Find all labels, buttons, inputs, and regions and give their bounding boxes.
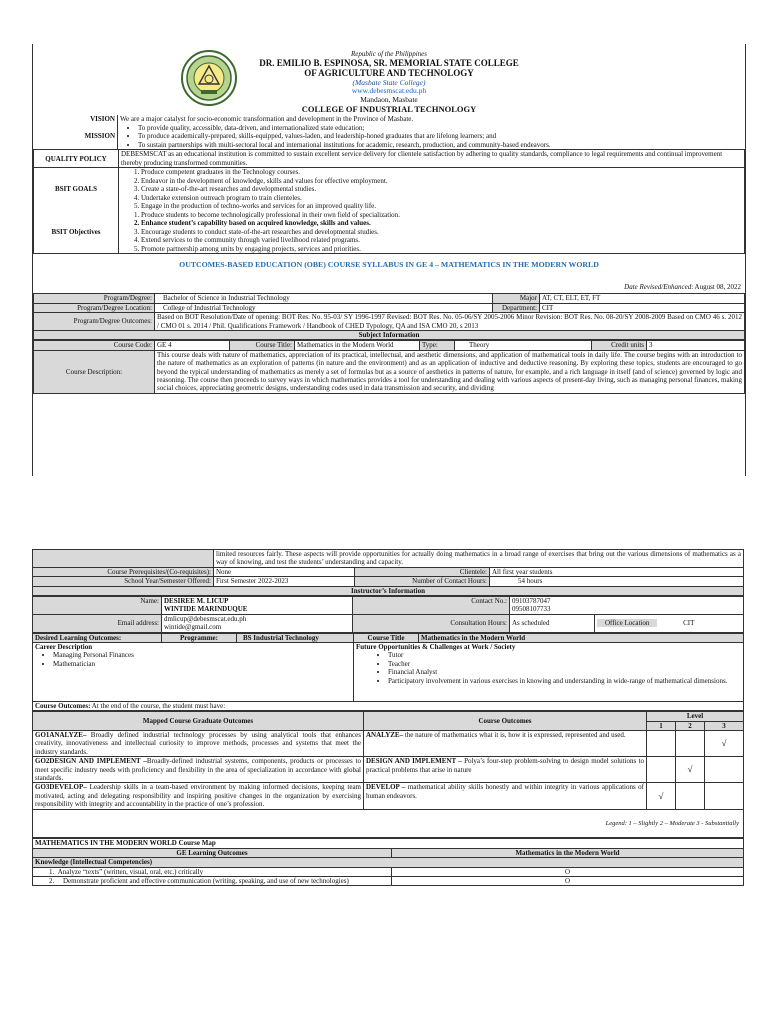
syllabus-page-2 [32,549,744,985]
mmw-header: Mathematics in the Modern World [392,848,744,857]
level-check: √ [647,783,676,809]
objective-item: 3. Encourage students to conduct state-of-the-art researches and developmental studies. [141,228,742,237]
goals-label: BSIT GOALS [34,168,119,211]
mapped-outcome-code: GO3DEVELOP– [35,783,87,792]
course-map-row [33,867,744,876]
college-alias: (Masbate State College) [352,77,426,87]
course-outcomes-header: Course Outcomes [364,712,647,731]
consultation-value: As scheduled [510,614,595,632]
college-name-line2: OF AGRICULTURE AND TECHNOLOGY [304,68,474,79]
course-desc-continued-table [32,549,744,596]
contact-number-2: 09508107733 [512,605,551,614]
course-map-title: MATHEMATICS IN THE MODERN WORLD Course Map [33,839,744,848]
syllabus-title: OUTCOMES-BASED EDUCATION (OBE) COURSE SYLLABUS IN GE 4 – MATHEMATICS IN THE MODERN WORLD [179,260,599,270]
goal-item: 1. Produce competent graduates in the Technology courses. [141,168,742,177]
mapped-outcome-text: Leadership skills in a team-based environment by making informed decisions, keeping team motivated, acting and delegating responsibility and inspiring positive changes in the organization by exercising responsibility with integrity and accountability in the practice of one’s profession. [35,783,361,809]
course-map-row [33,876,744,885]
contact-hours-label: Number of Contact Hours: [355,577,490,586]
objective-item: 2. Enhance student’s capability based on acquired knowledge, skills and values. [141,219,742,228]
instructor-name-2: WINTIDE MARINDUQUE [164,605,248,614]
course-map-num: 1. [49,867,55,876]
college-name-line1: DR. EMILIO B. ESPINOSA, SR. MEMORIAL STATE COLLEGE [259,58,519,69]
course-map-num: 2. [49,876,55,885]
outcome-row [33,783,744,809]
dlo-course-title-label: Course Title [354,633,419,642]
course-code-label: Course Code: [34,341,155,350]
units-value: 3 [647,341,745,350]
email-link-1[interactable]: dmlicup@debesmscat.edu.ph [164,614,247,623]
level-legend: Legend: 1 – Slightly 2 – Moderate 3 - Substantially [33,809,744,838]
knowledge-section-label: Knowledge (Intellectual Competencies) [33,858,744,867]
contact-number-1: 09103787047 [512,596,551,605]
location-value: College of Industrial Technology [155,303,493,312]
instructor-table [32,596,744,633]
course-outcomes-intro-text: At the end of the course, the student must have: [91,701,226,710]
republic-line: Republic of the Philippines [350,50,427,58]
office-location-value: CIT [683,618,695,627]
future-item: • Tutor [388,651,741,660]
programme-label: Programme: [162,633,237,642]
level-3-header: 3 [705,721,744,730]
course-outcomes-table [32,711,744,838]
mapped-outcome-text: Broadly-defined industrial systems, components, products or processes to meet specific industry needs with proficiency and flexibility in the area of specialization in accordance with global standards. [35,757,361,783]
course-outcomes-intro-label: Course Outcomes: [35,701,91,710]
clientele-value: All first year students [490,567,744,576]
desired-outcomes-table [32,633,744,712]
level-check: √ [676,757,705,783]
mission-list [120,124,743,150]
name-label: Name: [33,596,162,614]
mapped-outcome-text: Broadly defined industrial technology processes by using analytical tools that enhances creativity, innovativeness and intellectual curiosity to improve methods, processes and systems that meet the industry standards. [35,731,361,756]
mission-label: MISSION [84,132,115,141]
course-outcome-text: mathematical ability skills honestly and within integrity in various applications of human endeavors. [366,783,644,800]
course-outcome-text: the nature of mathematics what it is, how it is expressed, represented and used. [403,731,626,740]
course-desc-continued: limited resources fairly. These aspects will provide opportunities for actually doing mathematics in a broad range of exercises that bring out the various dimensions of mathematics as a way of knowing, and test the students’ understanding and capacity. [214,550,744,568]
type-value: Theory [455,341,592,350]
course-desc-text: This course deals with nature of mathematics, appreciation of its practical, intellectual, and aesthetic dimensions, and application of mathematical tools in daily life. The course begins with an introduction to the nature of mathematics as an exploration of patterns (in nature and the environment) and as an application of inductive and deductive reasoning. By exploring these topics, students are encouraged to go beyond the typical understanding of mathematics as merely a set of formulas but as a source of aesthetics in patterns of nature, for example, and a rich language in itself (and of science) governed by logic and reasoning. The course then proceeds to survey ways in which mathematics provides a tool for understanding and dealing with various aspects of present-day living, such as managing personal finances, making social choices, appreciating geometric designs, understanding codes used in data transmission and security, and dividing [155,350,745,393]
letterhead [33,44,745,114]
level-check [705,757,744,783]
level-1-header: 1 [647,721,676,730]
level-check [676,731,705,757]
course-title-value: Mathematics in the Modern World [295,341,420,350]
course-outcome-code: DESIGN AND IMPLEMENT – [366,757,465,766]
consultation-label: Consultation Hours: [353,614,510,632]
objectives-list [121,211,742,254]
career-list [35,651,351,668]
contact-hours-value: 54 hours [490,577,744,586]
career-description-label: Career Description [35,642,93,651]
vision-mission-table [33,115,745,149]
programme-value: BS Industrial Technology [237,633,354,642]
outcomes-value: Based on BOT Resolution/Date of opening: BOT Res. No. 95-03/ SY 1996-1997 Revised: BOT Res. No. 05-06/SY 2005-2006 Minor Revision: BOT Res. No. 08-20/SY 2008-2009 Based on CMO 46 s. 2012 / CMO 01 s. 2014 / Phil. Qualifications Framework / Handbook of CHED Typology, QA and ISA CMO 20, s 2013 [155,313,745,331]
degree-label: Program/Degree: [34,294,155,303]
location-label: Program/Degree Location: [34,303,155,312]
future-item: • Teacher [388,660,741,669]
semester-label: School Year/Semester Offered: [33,577,214,586]
level-check [705,783,744,809]
course-desc-label: Course Description: [34,350,155,393]
office-location-label: Office Location [597,619,657,627]
future-item: • Financial Analyst [388,668,741,677]
course-map-mark: O [392,867,744,876]
goal-item: 4. Undertake extension outreach program to train clienteles. [141,194,742,203]
career-item: • Mathematician [53,660,351,669]
outcome-row [33,731,744,757]
goal-item: 3. Create a state-of-the-art researches and developmental studies. [141,185,742,194]
course-map-mark: O [392,876,744,885]
mapped-outcome-code: GO2DESIGN AND IMPLEMENT – [35,757,147,766]
mapped-outcome-code: GO1ANALYZE– [35,731,87,740]
goal-item: 2. Endeavor in the development of knowledge, skills and values for effective employment. [141,177,742,186]
mission-item: • To provide quality, accessible, data-driven, and internationalized state education; [138,124,743,133]
clientele-label: Clientele: [355,567,490,576]
course-outcome-code: DEVELOP – [366,783,408,792]
quality-policy-label: QUALITY POLICY [34,150,119,168]
instructor-heading: Instructor’s Information [33,586,744,595]
college-location: Mandaon, Masbate [360,94,418,104]
department-title: COLLEGE OF INDUSTRIAL TECHNOLOGY [301,103,477,114]
degree-value: Bachelor of Science in Industrial Technology [155,294,493,303]
course-title-label: Course Title: [230,341,295,350]
objective-item: 1. Produce students to become technologically professional in their own field of specialization. [141,211,742,220]
mapped-outcomes-header: Mapped Course Graduate Outcomes [33,712,364,731]
level-check [647,757,676,783]
units-label: Credit units [592,341,647,350]
level-2-header: 2 [676,721,705,730]
level-header: Level [647,712,744,721]
goals-list [121,168,742,211]
level-check [647,731,676,757]
contact-label: Contact No.: [353,596,510,614]
course-outcome-code: ANALYZE– [366,731,404,740]
quality-policy-text: DEBESMSCAT as an educational institution is committed to sustain excellent service delivery for clientele satisfaction by adhering to quality standards, compliance to legal requirements and continual improvement thereby producing transformed communities. [119,150,745,168]
dept-label: Department: [493,303,540,312]
syllabus-page-1 [32,44,746,476]
future-opportunities-label: Future Opportunities & Challenges at Work / Society [356,642,516,651]
mission-item: • To produce academically-prepared, skills-equipped, values-laden, and leadership-honed graduates that are lifelong learners; and [138,132,743,141]
course-map-table [32,838,744,886]
major-value: AT, CT, ELT, ET, FT [540,294,745,303]
type-label: Type: [420,341,455,350]
major-label: Major [493,294,540,303]
future-list [356,651,741,685]
outcomes-label: Program/Degree Outcomes: [34,313,155,331]
vision-text: We are a major catalyst for socio-economic transformation and development in the Province of Masbate. [118,115,746,123]
subject-info-heading: Subject Information [34,331,745,340]
objective-item: 4. Extend services to the community through varied livelihood related programs. [141,236,742,245]
date-revised-label: Date Revised/Enhanced [624,283,692,292]
dlo-course-title-value: Mathematics in the Modern World [419,633,744,642]
course-map-text: Demonstrate proficient and effective communication (writing, speaking, and use of new technologies) [63,876,349,885]
career-item: • Managing Personal Finances [53,651,351,660]
quality-policy-table [33,149,745,254]
level-check [676,783,705,809]
course-code-value: GE 4 [155,341,230,350]
prereq-label: Course Prerequisites/(Co-requisites): [33,567,214,576]
future-item: • Participatory involvement in various exercises in knowing and understanding in wide-range of mathematical dimensions. [388,677,741,686]
college-seal-logo [181,50,237,106]
program-table [33,293,745,340]
instructor-name-1: DESIREE M. LICUP [164,596,229,605]
objectives-label: BSIT Objectives [34,211,119,254]
semester-value: First Semester 2022-2023 [214,577,355,586]
subject-table [33,340,745,393]
dlo-label: Desired Learning Outcomes: [33,633,162,642]
objective-item: 5. Promote partnership among units by engaging projects, services and priorities. [141,245,742,254]
email-label: Email address: [33,614,162,632]
goal-item: 5. Engage in the production of techno-works and services for an improved quality life. [141,202,742,211]
email-link-2[interactable]: wintide@gmail.com [164,623,222,632]
date-revised-value: : August 08, 2022 [691,283,741,292]
ge-outcomes-header: GE Learning Outcomes [33,848,392,857]
mission-item: • To sustain partnerships with multi-sectoral local and international institutions for academic, research, production, and community-based endeavors. [138,141,743,150]
prereq-value: None [214,567,355,576]
course-outcome-text: Polya’s four-step problem-solving to design model solutions to practical problems that arise in nature [366,757,644,774]
vision-label: VISION [90,115,115,124]
course-map-text: Analyze “texts” (written, visual, oral, etc.) critically [57,867,204,876]
level-check: √ [705,731,744,757]
outcome-row [33,757,744,783]
college-website-link[interactable]: www.debesmscat.edu.ph [351,86,427,96]
dept-value: CIT [540,303,745,312]
date-revised [33,273,745,293]
